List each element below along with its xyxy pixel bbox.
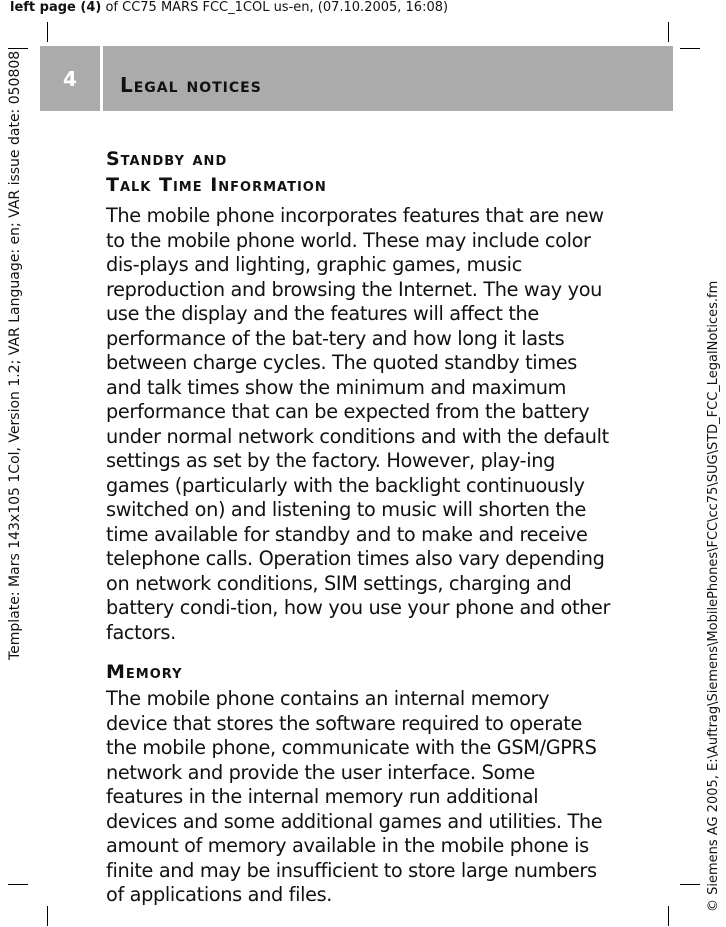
section-heading-line-2: Talk Time Information (106, 174, 327, 196)
section-heading: Memory (106, 661, 183, 683)
copyright-path-vertical: © Siemens AG 2005, E:\Auftrag\Siemens\MobilePhones\FCC\cc75\SUG\STD_FCC_LegalNotices.fm (706, 280, 721, 912)
section-body: The mobile phone contains an internal memory device that stores the software required to operate the mobile phone, communicate with the GSM/GPRS network and provide the user interface. Some features in the internal memory run additional devices and some additional games and utilities. The amount of memory available in the mobile phone is finite and may be insufficient to store large numbers of applications and files. (106, 687, 603, 906)
crop-mark-tr-h (680, 48, 700, 49)
crop-mark-br-h (680, 884, 700, 885)
print-meta-left-page: left page (4) (10, 0, 102, 15)
print-meta-rest: of CC75 MARS FCC_1COL us-en, (07.10.2005, 16:08) (101, 0, 449, 15)
crop-mark-tl-v (47, 22, 48, 42)
section-heading (106, 146, 611, 198)
template-info-vertical: Template: Mars 143x105 1Col, Version 1.2; VAR Language: en; VAR issue date: 050808 (7, 50, 23, 660)
crop-mark-tr-v (668, 22, 669, 42)
page-number: 4 (40, 46, 103, 111)
section-memory (106, 659, 611, 908)
crop-mark-bl-h (8, 884, 28, 885)
section-heading-line-1: Standby and (106, 148, 228, 170)
section-standby-talk-time (106, 146, 611, 645)
crop-mark-br-v (668, 906, 669, 926)
main-content (106, 146, 611, 908)
print-meta-line (10, 0, 448, 15)
page-title: Legal notices (120, 73, 262, 97)
section-body: The mobile phone incorporates features that are new to the mobile phone world. These may include color dis-plays and lighting, graphic games, music reproduction and browsing the Internet. The way you use the display and the features will affect the performance of the bat-tery and how long it lasts between charge cycles. The quoted standby times and talk times show the minimum and maximum performance that can be expected from the battery under normal network conditions and with the default settings as set by the factory. However, play-ing games (particularly with the backlight continuously switched on) and listening to music will shorten the time available for standby and to make and receive telephone calls. Operation times also vary depending on network conditions, SIM settings, charging and battery condi-tion, how you use your phone and other factors. (106, 204, 611, 644)
crop-mark-bl-v (47, 906, 48, 926)
